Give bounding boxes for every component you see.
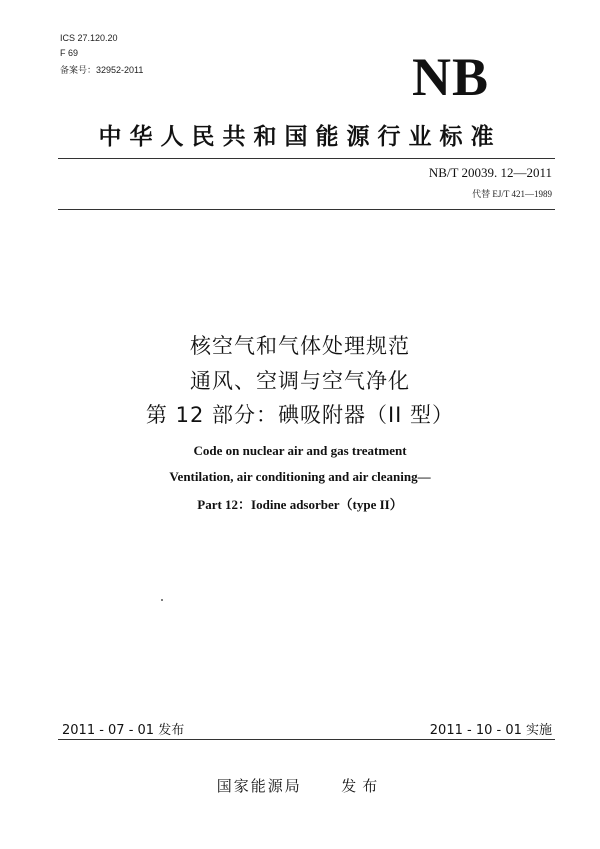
en-title-line-3: Part 12：Iodine adsorber（type II） <box>197 497 403 512</box>
issuer-name: 国家能源局 <box>216 777 302 795</box>
replaces-note: 代替 EJ/T 421—1989 <box>472 189 552 199</box>
publisher-line <box>0 775 600 796</box>
cn-title-line-2: 通风、空调与空气净化 <box>190 369 410 393</box>
cn-title-line-3: 第 12 部分：碘吸附器（II 型） <box>145 403 455 427</box>
filing-number: 备案号：32952-2011 <box>60 65 144 75</box>
standard-number: NB/T 20039. 12—2011 <box>428 165 552 180</box>
scan-speck <box>161 599 163 601</box>
ccs-code: F 69 <box>60 48 79 58</box>
en-title-line-1: Code on nuclear air and gas treatment <box>193 443 407 458</box>
en-title-line-2: Ventilation, air conditioning and air cleaning— <box>169 469 431 484</box>
header-divider <box>58 209 555 210</box>
standard-category-title: 中华人民共和国能源行业标准 <box>98 124 502 150</box>
issue-action: 发布 <box>341 777 384 795</box>
nb-logo: NB <box>412 47 490 107</box>
ics-code: ICS 27.120.20 <box>60 33 118 43</box>
top-divider <box>58 158 555 159</box>
effective-date: 2011 - 10 - 01 实施 <box>429 723 552 738</box>
cn-title-line-1: 核空气和气体处理规范 <box>190 334 410 358</box>
issue-date: 2011 - 07 - 01 发布 <box>62 723 185 738</box>
footer-divider <box>58 739 555 740</box>
